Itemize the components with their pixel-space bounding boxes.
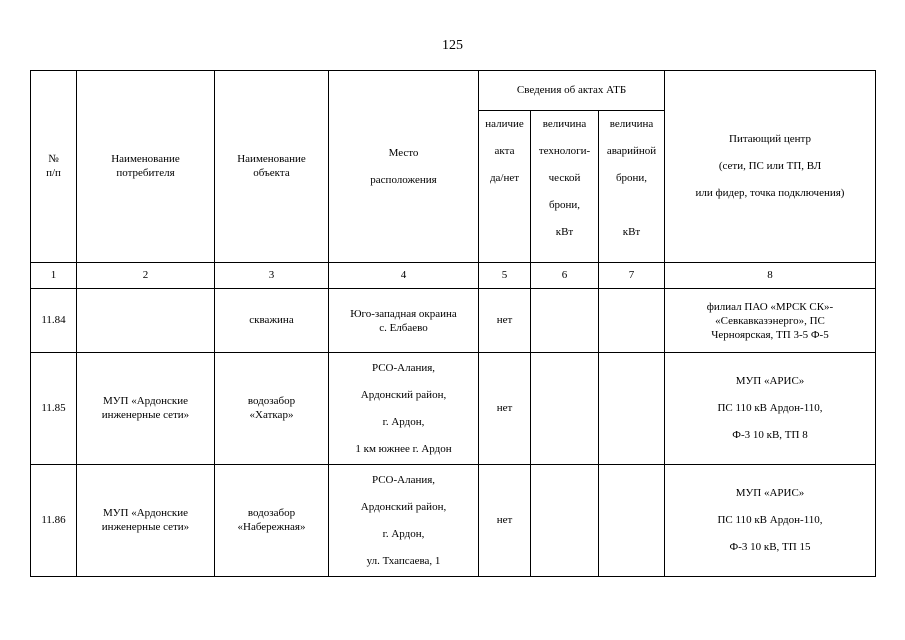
header-text: да/нет — [489, 172, 520, 184]
cell-text: водозабор — [247, 506, 296, 519]
cell-text: ПС 110 кВ Ардон-110, — [717, 402, 823, 414]
cell-text: Черноярская, ТП 3-5 Ф-5 — [711, 328, 829, 341]
cell-text: Ф-3 10 кВ, ТП 15 — [729, 541, 811, 553]
header-text: кВт — [555, 226, 574, 238]
row-emergency-reserve — [599, 465, 665, 577]
cell-text: г. Ардон, — [382, 527, 425, 540]
row-tech-reserve — [531, 465, 599, 577]
header-atb-group: Сведения об актах АТБ — [479, 71, 665, 111]
column-number: 2 — [77, 263, 215, 289]
cell-text: МУП «АРИС» — [735, 487, 805, 499]
column-number: 3 — [215, 263, 329, 289]
row-object — [215, 289, 329, 353]
header-text: или фидер, точка подключения) — [695, 187, 845, 199]
cell-text: инженерные сети» — [101, 520, 190, 533]
column-number: 7 — [599, 263, 665, 289]
header-text: акта — [494, 145, 515, 157]
header-text: расположения — [370, 173, 437, 186]
column-number: 1 — [31, 263, 77, 289]
cell-text: Юго-западная окраина — [350, 307, 457, 320]
column-number-row — [31, 263, 876, 289]
cell-text: «Севкавказэнерго», ПС — [715, 314, 825, 327]
header-text: величина — [542, 118, 587, 130]
header-emergency-reserve — [599, 111, 665, 263]
header-text: наличие — [485, 118, 524, 130]
header-text: Наименование — [111, 152, 180, 165]
row-location — [329, 289, 479, 353]
row-location — [329, 353, 479, 465]
row-tech-reserve — [531, 289, 599, 353]
row-power-center — [665, 289, 876, 353]
cell-text: 1 км южнее г. Ардон — [355, 442, 452, 455]
header-text: величина — [609, 118, 654, 130]
cell-text: МУП «Ардонские — [102, 394, 189, 407]
header-text: объекта — [253, 166, 290, 179]
header-location — [329, 71, 479, 263]
column-number: 8 — [665, 263, 876, 289]
header-object — [215, 71, 329, 263]
cell-text: МУП «АРИС» — [735, 375, 805, 387]
row-act: нет — [479, 353, 531, 465]
row-number: 11.86 — [31, 465, 77, 577]
cell-text: инженерные сети» — [101, 408, 190, 421]
row-number: 11.85 — [31, 353, 77, 465]
cell-text: «Хаткар» — [249, 408, 294, 421]
header-text: № — [48, 152, 59, 165]
row-power-center — [665, 353, 876, 465]
header-text: кВт — [622, 226, 641, 238]
cell-text: РСО-Алания, — [371, 473, 436, 486]
row-tech-reserve — [531, 353, 599, 465]
header-power-center — [665, 71, 876, 263]
cell-text: ПС 110 кВ Ардон-110, — [717, 514, 823, 526]
row-act: нет — [479, 289, 531, 353]
header-number — [31, 71, 77, 263]
header-text: технологи- — [538, 145, 591, 157]
header-text: аварийной — [606, 145, 657, 157]
row-number: 11.84 — [31, 289, 77, 353]
column-number: 6 — [531, 263, 599, 289]
table-row — [31, 465, 876, 577]
cell-text: МУП «Ардонские — [102, 506, 189, 519]
header-text: брони, — [615, 172, 648, 184]
row-emergency-reserve — [599, 289, 665, 353]
row-location — [329, 465, 479, 577]
cell-text: «Набережная» — [237, 520, 306, 533]
cell-text: Ардонский район, — [360, 500, 447, 513]
column-number: 5 — [479, 263, 531, 289]
cell-text: ул. Тхапсаева, 1 — [366, 554, 441, 567]
row-object — [215, 465, 329, 577]
header-text: (сети, ПС или ТП, ВЛ — [718, 160, 822, 172]
row-consumer — [77, 465, 215, 577]
header-tech-reserve — [531, 111, 599, 263]
header-text: ческой — [548, 172, 581, 184]
cell-text: филиал ПАО «МРСК СК»- — [706, 300, 834, 313]
row-consumer — [77, 353, 215, 465]
header-consumer — [77, 71, 215, 263]
table-row — [31, 289, 876, 353]
column-number: 4 — [329, 263, 479, 289]
header-text — [601, 192, 662, 219]
consumers-table — [30, 70, 876, 577]
page-number: 125 — [442, 38, 463, 53]
header-text: Питающий центр — [729, 133, 811, 145]
row-act: нет — [479, 465, 531, 577]
header-text: п/п — [46, 166, 61, 179]
cell-text: РСО-Алания, — [371, 361, 436, 374]
table-row — [31, 353, 876, 465]
header-text: брони, — [548, 199, 581, 211]
cell-text: скважина — [249, 313, 294, 326]
cell-text: Ф-3 10 кВ, ТП 8 — [732, 429, 808, 441]
header-text: потребителя — [116, 166, 175, 179]
cell-text: Ардонский район, — [360, 388, 447, 401]
cell-text: г. Ардон, — [382, 415, 425, 428]
row-emergency-reserve — [599, 353, 665, 465]
header-row — [31, 71, 876, 111]
row-consumer — [77, 289, 215, 353]
row-power-center — [665, 465, 876, 577]
header-text: Наименование — [237, 152, 306, 165]
row-object — [215, 353, 329, 465]
cell-text: водозабор — [247, 394, 296, 407]
header-act — [479, 111, 531, 263]
cell-text: с. Елбаево — [379, 321, 428, 334]
header-text: Место — [388, 146, 419, 159]
